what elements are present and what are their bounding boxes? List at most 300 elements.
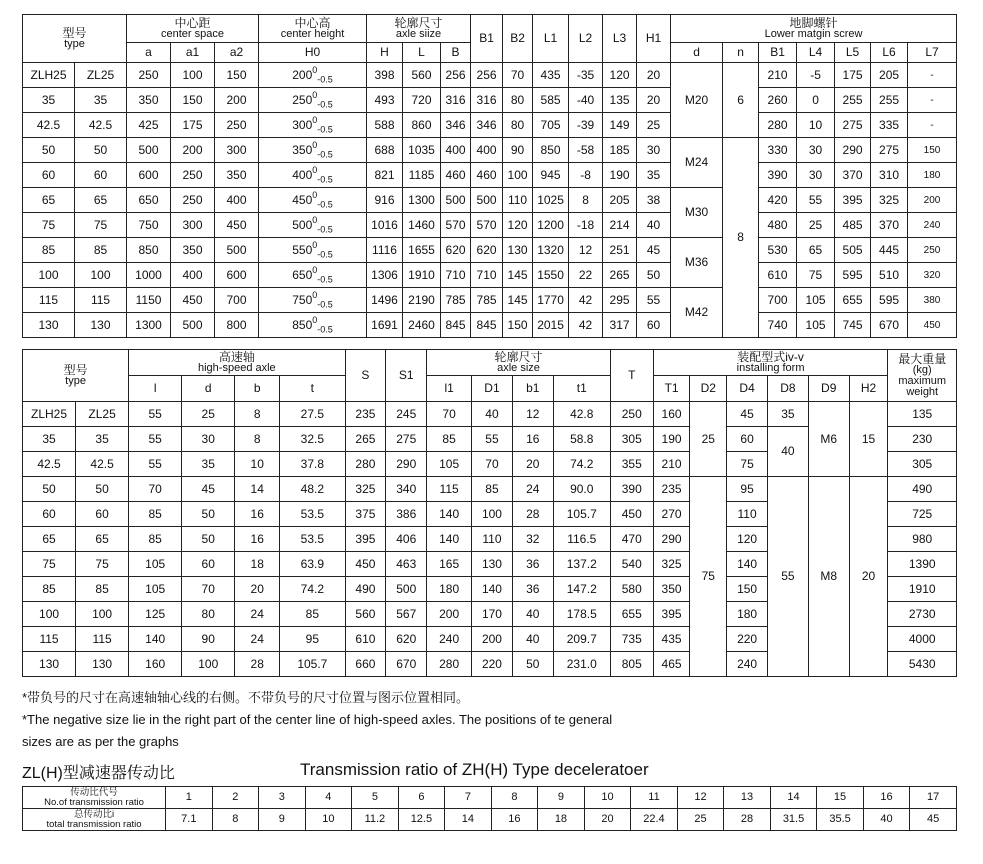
cell: 265 <box>345 427 386 452</box>
cell: 45 <box>637 238 671 263</box>
cell: 2015 <box>533 313 569 338</box>
cell: 256 <box>471 63 503 88</box>
col-t: t <box>280 376 345 402</box>
cell: 53.5 <box>280 527 345 552</box>
cell: 140 <box>427 527 472 552</box>
cell: 655 <box>835 288 871 313</box>
cell: 1025 <box>533 188 569 213</box>
cell: 20 <box>637 88 671 113</box>
cell: 750 <box>127 213 171 238</box>
cell: 74.2 <box>553 452 610 477</box>
cell: 190 <box>603 163 637 188</box>
cell: 370 <box>871 213 908 238</box>
cell: 600 <box>215 263 259 288</box>
cell: 50 <box>512 652 553 677</box>
cell: 36 <box>512 552 553 577</box>
cell: 50 <box>182 502 235 527</box>
cell-D4: 60 <box>727 427 768 452</box>
cell: 120 <box>603 63 637 88</box>
cell: 45 <box>182 477 235 502</box>
table-row <box>23 213 957 238</box>
cell: 85 <box>472 477 513 502</box>
cell: 22 <box>569 263 603 288</box>
ratio-no: 10 <box>584 787 631 809</box>
axle-size-header: 轮廓尺寸 axle siize <box>367 15 471 43</box>
ratio-no: 9 <box>538 787 585 809</box>
cell: 445 <box>871 238 908 263</box>
cell: 85 <box>23 238 75 263</box>
ratio-value: 12.5 <box>398 809 445 831</box>
ratio-value: 22.4 <box>631 809 678 831</box>
cell: 200 <box>472 627 513 652</box>
note-zh: *带负号的尺寸在高速轴轴心线的右侧。不带负号的尺寸位置与图示位置相同。 <box>22 690 470 705</box>
cell: 30 <box>637 138 671 163</box>
cell: 24 <box>512 477 553 502</box>
cell: 785 <box>441 288 471 313</box>
cell: 8 <box>235 402 280 427</box>
cell: 250 <box>127 63 171 88</box>
cell: 845 <box>471 313 503 338</box>
cell: 700 <box>215 288 259 313</box>
cell: 1320 <box>533 238 569 263</box>
cell-weight: 725 <box>888 502 957 527</box>
col-D1: D1 <box>472 376 513 402</box>
ratio-no: 17 <box>910 787 957 809</box>
cell: 42.5 <box>23 452 76 477</box>
cell: 280 <box>759 113 797 138</box>
cell: 10 <box>235 452 280 477</box>
col-L: L <box>403 43 441 63</box>
cell: 320 <box>908 263 957 288</box>
cell: 150 <box>215 63 259 88</box>
axle-size-header-2: 轮廓尺寸 axle size <box>427 350 611 376</box>
cell-D9: M8 <box>808 477 849 677</box>
cell: 821 <box>367 163 403 188</box>
cell-h0: $450^0_{-0.5}$ <box>259 188 367 213</box>
cell: 398 <box>367 63 403 88</box>
cell: 75 <box>23 552 76 577</box>
cell: 595 <box>835 263 871 288</box>
cell: 350 <box>171 238 215 263</box>
cell: 785 <box>471 288 503 313</box>
cell: 290 <box>835 138 871 163</box>
cell: 115 <box>427 477 472 502</box>
ratio-no-label: 传动比代号 No.of transmission ratio <box>23 787 166 809</box>
cell: 130 <box>75 313 127 338</box>
cell: -58 <box>569 138 603 163</box>
note-en-2: sizes are as per the graphs <box>22 734 179 749</box>
cell: 610 <box>759 263 797 288</box>
cell: 720 <box>403 88 441 113</box>
cell: 580 <box>610 577 653 602</box>
cell: 560 <box>403 63 441 88</box>
cell: 1770 <box>533 288 569 313</box>
cell: 425 <box>127 113 171 138</box>
cell: 95 <box>280 627 345 652</box>
cell-n: 6 <box>723 63 759 138</box>
cell: 50 <box>76 477 129 502</box>
cell: 145 <box>503 288 533 313</box>
ratio-value: 8 <box>212 809 259 831</box>
cell: ZLH25 <box>23 402 76 427</box>
cell: 485 <box>835 213 871 238</box>
ratio-value: 7.1 <box>166 809 213 831</box>
cell: 295 <box>603 288 637 313</box>
ratio-no: 14 <box>770 787 817 809</box>
cell-d: M30 <box>671 188 723 238</box>
cell: 42.5 <box>76 452 129 477</box>
cell: 450 <box>345 552 386 577</box>
cell: 386 <box>386 502 427 527</box>
cell: 38 <box>637 188 671 213</box>
cell: 75 <box>76 552 129 577</box>
cell: 55 <box>129 402 182 427</box>
cell-n: 8 <box>723 138 759 338</box>
col-H2: H2 <box>849 376 888 402</box>
cell: - <box>908 63 957 88</box>
cell: 240 <box>427 627 472 652</box>
cell: 480 <box>759 213 797 238</box>
cell-d: M36 <box>671 238 723 288</box>
cell: 115 <box>76 627 129 652</box>
cell: 300 <box>171 213 215 238</box>
cell: 395 <box>653 602 690 627</box>
cell: 115 <box>75 288 127 313</box>
cell: 250 <box>908 238 957 263</box>
cell: 55 <box>129 427 182 452</box>
cell: 10 <box>797 113 835 138</box>
ratio-value: 40 <box>863 809 910 831</box>
cell: 27.5 <box>280 402 345 427</box>
cell: 25 <box>637 113 671 138</box>
cell: 200 <box>908 188 957 213</box>
cell: 850 <box>533 138 569 163</box>
cell: -39 <box>569 113 603 138</box>
cell-weight: 2730 <box>888 602 957 627</box>
cell: 70 <box>472 452 513 477</box>
cell: 255 <box>871 88 908 113</box>
cell: 1300 <box>403 188 441 213</box>
cell: 290 <box>653 527 690 552</box>
cell: 25 <box>182 402 235 427</box>
cell: 40 <box>637 213 671 238</box>
cell-D4: 220 <box>727 627 768 652</box>
col-D8: D8 <box>767 376 808 402</box>
cell: 610 <box>345 627 386 652</box>
cell: 130 <box>76 652 129 677</box>
cell: 350 <box>127 88 171 113</box>
cell: 205 <box>603 188 637 213</box>
cell: 147.2 <box>553 577 610 602</box>
cell: 110 <box>503 188 533 213</box>
cell: 1691 <box>367 313 403 338</box>
cell: 325 <box>653 552 690 577</box>
cell: 74.2 <box>280 577 345 602</box>
ratio-value: 16 <box>491 809 538 831</box>
cell: 1460 <box>403 213 441 238</box>
cell-weight: 490 <box>888 477 957 502</box>
col-d: d <box>671 43 723 63</box>
cell: 305 <box>610 427 653 452</box>
cell-D4: 140 <box>727 552 768 577</box>
cell: 210 <box>759 63 797 88</box>
cell: 105 <box>129 552 182 577</box>
cell: 688 <box>367 138 403 163</box>
cell-weight: 135 <box>888 402 957 427</box>
cell: 530 <box>759 238 797 263</box>
col-n: n <box>723 43 759 63</box>
cell: 275 <box>386 427 427 452</box>
cell: 105.7 <box>553 502 610 527</box>
cell: 185 <box>603 138 637 163</box>
cell: 150 <box>171 88 215 113</box>
cell: 16 <box>235 527 280 552</box>
cell-D8: 35 <box>767 402 808 427</box>
cell: 116.5 <box>553 527 610 552</box>
cell: 35 <box>182 452 235 477</box>
cell: 137.2 <box>553 552 610 577</box>
cell: 85 <box>427 427 472 452</box>
cell-D4: 180 <box>727 602 768 627</box>
cell: 493 <box>367 88 403 113</box>
cell: 214 <box>603 213 637 238</box>
cell: 1035 <box>403 138 441 163</box>
ratio-value: 14 <box>445 809 492 831</box>
cell: -5 <box>797 63 835 88</box>
cell: 20 <box>235 577 280 602</box>
ratio-value: 31.5 <box>770 809 817 831</box>
ratio-no: 1 <box>166 787 213 809</box>
col-S: S <box>345 350 386 402</box>
cell: 588 <box>367 113 403 138</box>
cell: 710 <box>471 263 503 288</box>
cell: 300 <box>215 138 259 163</box>
table-row <box>23 113 957 138</box>
ratio-no: 6 <box>398 787 445 809</box>
cell-D4: 240 <box>727 652 768 677</box>
cell-weight: 5430 <box>888 652 957 677</box>
cell: 12 <box>512 402 553 427</box>
cell: 200 <box>427 602 472 627</box>
cell: 80 <box>503 88 533 113</box>
cell: 395 <box>835 188 871 213</box>
cell-h0: $250^0_{-0.5}$ <box>259 88 367 113</box>
cell: 55 <box>797 188 835 213</box>
cell-d: M42 <box>671 288 723 338</box>
cell: 42.5 <box>75 113 127 138</box>
ratio-value: 11.2 <box>352 809 399 831</box>
cell: 650 <box>127 188 171 213</box>
cell: 235 <box>345 402 386 427</box>
col-a2: a2 <box>215 43 259 63</box>
cell: 85 <box>280 602 345 627</box>
high-speed-axle-header: 高速轴 high-speed axle <box>129 350 345 376</box>
table-row <box>23 238 957 263</box>
cell: 595 <box>871 288 908 313</box>
cell: 310 <box>871 163 908 188</box>
cell: 75 <box>23 213 75 238</box>
cell: 570 <box>471 213 503 238</box>
cell-D4: 95 <box>727 477 768 502</box>
cell: - <box>908 113 957 138</box>
cell: 660 <box>345 652 386 677</box>
cell: 850 <box>127 238 171 263</box>
cell: 170 <box>472 602 513 627</box>
cell: 710 <box>441 263 471 288</box>
table-row <box>23 477 957 502</box>
cell: 1306 <box>367 263 403 288</box>
cell: 395 <box>345 527 386 552</box>
cell: 30 <box>182 427 235 452</box>
col-b1: b1 <box>512 376 553 402</box>
cell: 105 <box>129 577 182 602</box>
ratio-value-label: 总传动比i total transmission ratio <box>23 809 166 831</box>
cell: 265 <box>603 263 637 288</box>
col-b: b <box>235 376 280 402</box>
cell: 670 <box>871 313 908 338</box>
cell: 570 <box>441 213 471 238</box>
cell: 346 <box>471 113 503 138</box>
cell: 500 <box>215 238 259 263</box>
cell-D8: 40 <box>767 427 808 477</box>
cell: 110 <box>472 527 513 552</box>
cell: 75 <box>75 213 127 238</box>
cell: 209.7 <box>553 627 610 652</box>
cell: 20 <box>637 63 671 88</box>
cell: 450 <box>908 313 957 338</box>
table-row <box>23 163 957 188</box>
col-T: T <box>610 350 653 402</box>
cell: 42.5 <box>23 113 75 138</box>
cell: 140 <box>427 502 472 527</box>
cell-h0: $650^0_{-0.5}$ <box>259 263 367 288</box>
cell: 24 <box>235 627 280 652</box>
cell: 60 <box>76 502 129 527</box>
ratio-title-zh: ZL(H)型减速器传动比 <box>22 765 175 782</box>
col-l: l <box>129 376 182 402</box>
cell: 200 <box>215 88 259 113</box>
cell: 160 <box>129 652 182 677</box>
table-row <box>23 402 957 427</box>
cell: 370 <box>835 163 871 188</box>
cell: 255 <box>835 88 871 113</box>
cell: 450 <box>610 502 653 527</box>
cell: 105 <box>797 313 835 338</box>
cell: 55 <box>637 288 671 313</box>
cell: 510 <box>871 263 908 288</box>
cell: 346 <box>441 113 471 138</box>
cell: 12 <box>569 238 603 263</box>
cell: 2190 <box>403 288 441 313</box>
cell: 245 <box>386 402 427 427</box>
cell: 65 <box>23 188 75 213</box>
cell: 90 <box>182 627 235 652</box>
cell: 85 <box>129 502 182 527</box>
cell: 18 <box>235 552 280 577</box>
cell-D4: 45 <box>727 402 768 427</box>
ratio-value: 35.5 <box>817 809 864 831</box>
cell: 175 <box>171 113 215 138</box>
type-header-2: 型号 type <box>23 350 129 402</box>
cell-h0: $350^0_{-0.5}$ <box>259 138 367 163</box>
cell: 567 <box>386 602 427 627</box>
ratio-no: 7 <box>445 787 492 809</box>
ratio-no: 12 <box>677 787 724 809</box>
cell: 200 <box>171 138 215 163</box>
cell: 140 <box>129 627 182 652</box>
cell-weight: 1390 <box>888 552 957 577</box>
cell: 945 <box>533 163 569 188</box>
col-H1: H1 <box>637 15 671 63</box>
cell: 100 <box>23 602 76 627</box>
cell: 35 <box>23 88 75 113</box>
cell: 105.7 <box>280 652 345 677</box>
cell: 40 <box>472 402 513 427</box>
col-D9: D9 <box>808 376 849 402</box>
cell: 335 <box>871 113 908 138</box>
cell: 1000 <box>127 263 171 288</box>
cell: 330 <box>759 138 797 163</box>
cell: 231.0 <box>553 652 610 677</box>
cell-D8: 55 <box>767 477 808 677</box>
cell: 250 <box>610 402 653 427</box>
cell: 670 <box>386 652 427 677</box>
cell: 490 <box>345 577 386 602</box>
cell: 100 <box>472 502 513 527</box>
cell: -8 <box>569 163 603 188</box>
cell: 70 <box>129 477 182 502</box>
cell: 0 <box>797 88 835 113</box>
cell-D2: 25 <box>690 402 727 477</box>
cell: 380 <box>908 288 957 313</box>
cell: 35 <box>637 163 671 188</box>
cell: 275 <box>871 138 908 163</box>
ratio-title-en: Transmission ratio of ZH(H) Type deceleratoer <box>300 760 649 779</box>
ratio-no: 3 <box>259 787 306 809</box>
cell-D4: 75 <box>727 452 768 477</box>
cell: 1150 <box>127 288 171 313</box>
cell: 316 <box>441 88 471 113</box>
col-B: B <box>441 43 471 63</box>
col-B2: B2 <box>503 15 533 63</box>
cell: 35 <box>76 427 129 452</box>
cell: 400 <box>471 138 503 163</box>
cell: 350 <box>215 163 259 188</box>
cell: 1185 <box>403 163 441 188</box>
cell: 90 <box>503 138 533 163</box>
cell: 80 <box>503 113 533 138</box>
cell: 65 <box>23 527 76 552</box>
cell: 620 <box>441 238 471 263</box>
ratio-value: 20 <box>584 809 631 831</box>
cell: 100 <box>182 652 235 677</box>
col-l1: l1 <box>427 376 472 402</box>
cell: 435 <box>653 627 690 652</box>
cell: 250 <box>171 163 215 188</box>
cell-h0: $850^0_{-0.5}$ <box>259 313 367 338</box>
col-a: a <box>127 43 171 63</box>
cell-h0: $200^0_{-0.5}$ <box>259 63 367 88</box>
installing-form-header: 装配型式iv-v installing form <box>653 350 888 376</box>
table-row <box>23 263 957 288</box>
cell: 130 <box>23 313 75 338</box>
table-row <box>23 288 957 313</box>
cell: 130 <box>503 238 533 263</box>
cell: 85 <box>75 238 127 263</box>
ratio-value: 10 <box>305 809 352 831</box>
cell: 2460 <box>403 313 441 338</box>
cell: 860 <box>403 113 441 138</box>
